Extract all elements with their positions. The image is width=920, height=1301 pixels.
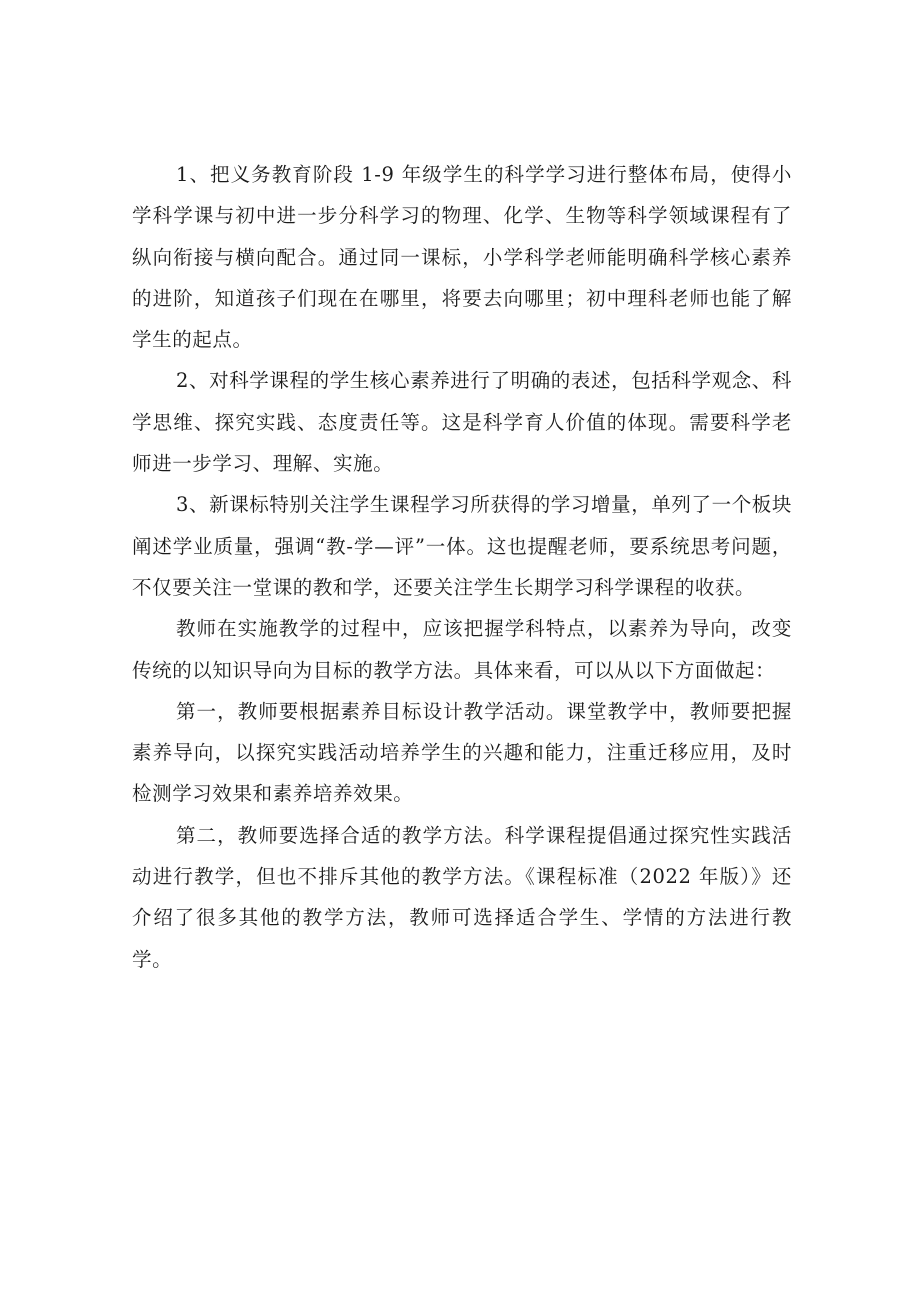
paragraph-second: 第二，教师要选择合适的教学方法。科学课程提倡通过探究性实践活动进行教学，但也不排斥其他的教学方法。《课程标准（2022 年版）》还介绍了很多其他的教学方法，教师可选择适合学生、学情的方法进行教学。 [132,823,792,971]
paragraph-teaching-intro: 教师在实施教学的过程中，应该把握学科特点，以素养为导向，改变传统的以知识导向为目标的教学方法。具体来看，可以从以下方面做起： [132,617,792,682]
paragraph-point-3: 3、新课标特别关注学生课程学习所获得的学习增量，单列了一个板块阐述学业质量，强调“教-学—评”一体。这也提醒老师，要系统思考问题，不仅要关注一堂课的教和学，还要关注学生长期学习科学课程的收获。 [132,493,793,599]
paragraph-first: 第一，教师要根据素养目标设计教学活动。课堂教学中，教师要把握素养导向，以探究实践活动培养学生的兴趣和能力，注重迁移应用，及时检测学习效果和素养培养效果。 [132,699,792,806]
document-body [132,154,792,980]
paragraph-point-2: 2、对科学课程的学生核心素养进行了明确的表述，包括科学观念、科学思维、探究实践、态度责任等。这是科学育人价值的体现。需要科学老师进一步学习、理解、实施。 [132,369,793,476]
paragraph-point-1: 1、把义务教育阶段 1-9 年级学生的科学学习进行整体布局，使得小学科学课与初中进一步分科学习的物理、化学、生物等科学领域课程有了纵向衔接与横向配合。通过同一课标，小学科学老师能明确科学核心素养的进阶，知道孩子们现在在哪里，将要去向哪里；初中理科老师也能了解学生的起点。 [132,163,792,352]
